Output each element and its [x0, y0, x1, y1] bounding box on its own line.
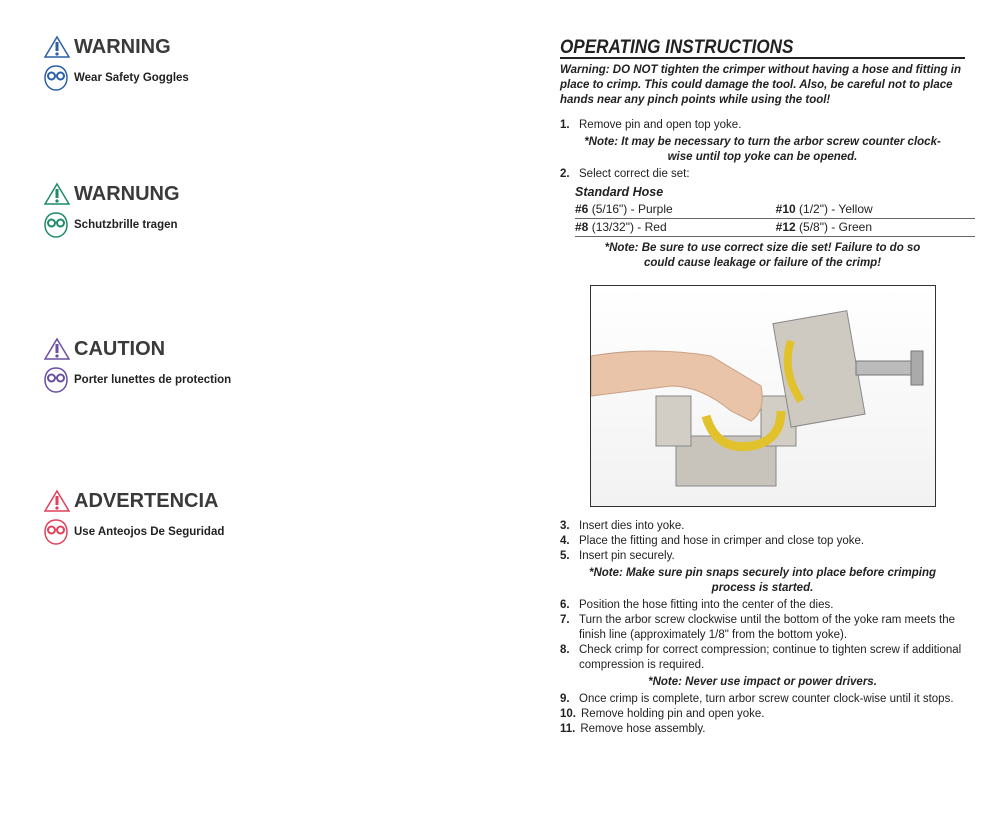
- die-cell: #12 (5/8") - Green: [775, 220, 872, 234]
- goggles-icon: [44, 212, 68, 238]
- warning-heading: WARNUNG: [74, 182, 180, 205]
- step: 7. Turn the arbor screw clockwise until the bottom of the yoke ram meets the finish line (approximately 1/8" from the bottom yoke).: [560, 614, 956, 641]
- warning-block: [44, 182, 180, 238]
- goggles-icon: [44, 519, 68, 545]
- crimper-photo: [590, 285, 936, 507]
- step: 11. Remove hose assembly.: [560, 723, 706, 735]
- die-row: [575, 201, 975, 219]
- warning-triangle-icon: [44, 182, 70, 206]
- step: 3. Insert dies into yoke.: [560, 520, 685, 532]
- warning-triangle-icon: [44, 35, 70, 59]
- operating-instructions: [560, 37, 965, 737]
- step: 1. Remove pin and open top yoke.: [560, 119, 742, 131]
- step: 9. Once crimp is complete, turn arbor screw counter clock-wise until it stops.: [560, 693, 954, 705]
- goggles-icon: [44, 65, 68, 91]
- warning-triangle-icon: [44, 337, 70, 361]
- goggles-icon: [44, 367, 68, 393]
- warning-heading: ADVERTENCIA: [74, 489, 219, 512]
- step: 5. Insert pin securely.: [560, 550, 675, 562]
- note: *Note: It may be necessary to turn the arbor screw counter clock-wise until top yoke can be opened.: [584, 136, 941, 163]
- note: *Note: Make sure pin snaps securely into place before crimping process is started.: [588, 567, 937, 594]
- warning-heading: CAUTION: [74, 337, 166, 360]
- note: *Note: Be sure to use correct size die set! Failure to do so could cause leakage or failure of the crimp!: [604, 242, 921, 269]
- die-cell: #10 (1/2") - Yellow: [775, 202, 873, 216]
- die-cell: #8 (13/32") - Red: [575, 220, 667, 234]
- warning-triangle-icon: [44, 489, 70, 513]
- warning-subtext: Use Anteojos De Seguridad: [74, 526, 225, 538]
- step: 6. Position the hose fitting into the center of the dies.: [560, 599, 834, 611]
- warning-block: [44, 489, 224, 545]
- die-table: [575, 201, 975, 237]
- warning-block: [44, 35, 189, 91]
- warning-subtext: Schutzbrille tragen: [74, 219, 178, 231]
- crimper-image: [591, 286, 935, 506]
- warning-subtext: Wear Safety Goggles: [74, 72, 189, 84]
- die-row: [575, 219, 975, 237]
- warning-block: [44, 337, 231, 393]
- step: 10. Remove holding pin and open yoke.: [560, 708, 765, 720]
- die-cell: #6 (5/16") - Purple: [575, 202, 673, 216]
- warning-heading: WARNING: [74, 35, 171, 58]
- step: 8. Check crimp for correct compression; continue to tighten screw if additional compression is required.: [560, 644, 962, 671]
- title: OPERATING INSTRUCTIONS: [560, 40, 965, 59]
- step: 2. Select correct die set:: [560, 168, 690, 180]
- warning-subtext: Porter lunettes de protection: [74, 374, 232, 386]
- table-title: Standard Hose: [575, 185, 664, 199]
- note: *Note: Never use impact or power drivers.: [648, 676, 877, 688]
- step: 4. Place the fitting and hose in crimper and close top yoke.: [560, 535, 865, 547]
- intro-warning: Warning: DO NOT tighten the crimper without having a hose and fitting in place to crimp. This could damage the tool. Also, be careful not to place hands near any pinch points while using the tool!: [560, 64, 962, 106]
